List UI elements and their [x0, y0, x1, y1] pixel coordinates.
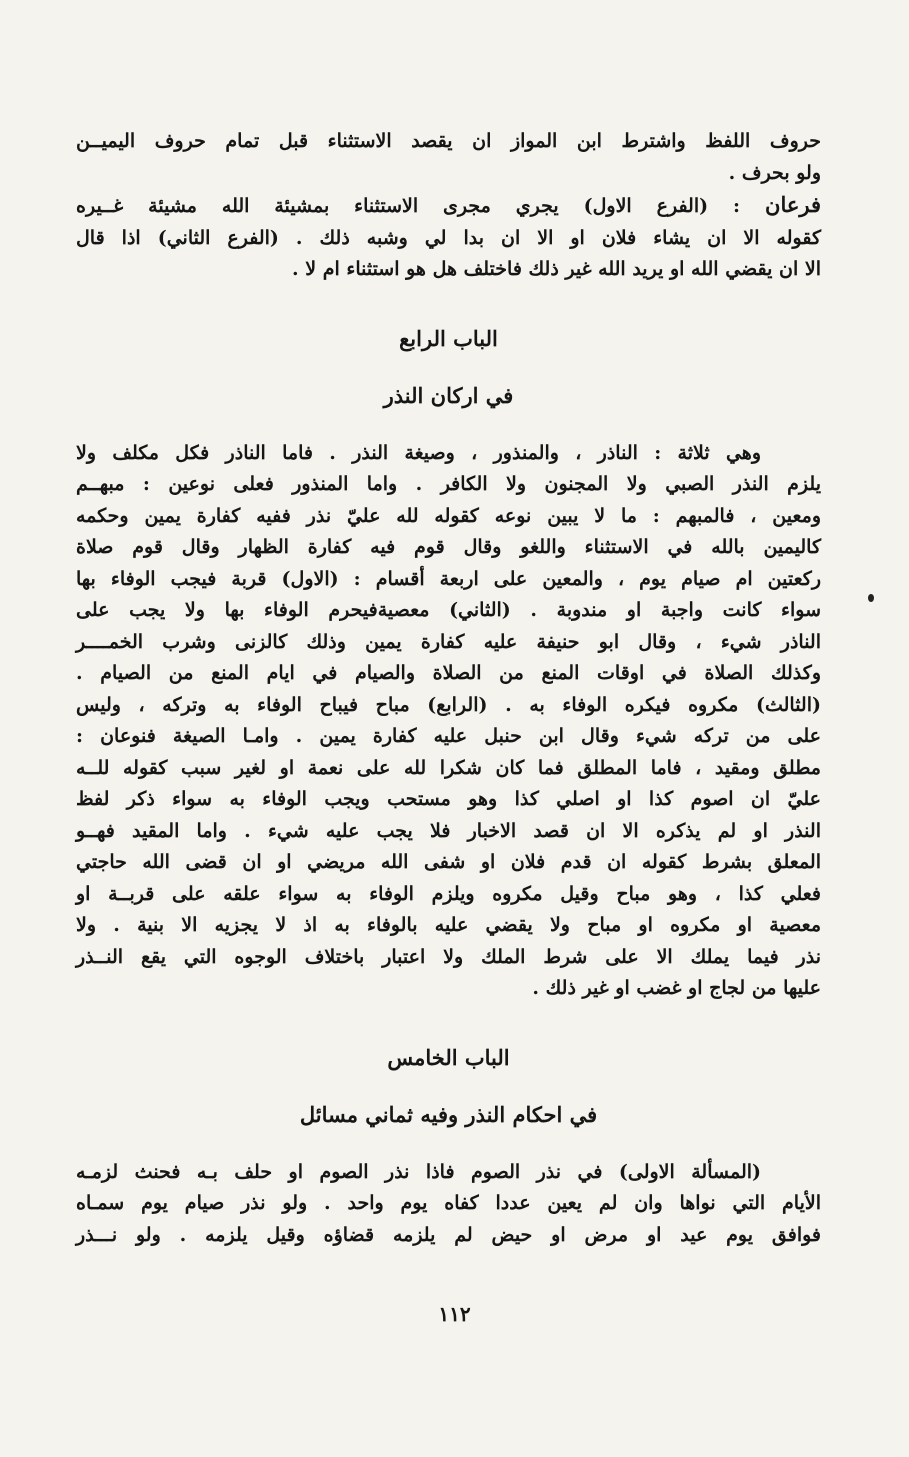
text-line: كقوله الا ان يشاء فلان او الا ان بدا لي وشبه ذلك . (الفرع الثاني) اذا قال	[76, 226, 821, 249]
text-line: عليّ ان اصوم كذا او اصلي كذا وهو مستحب ويجب الوفاء به سواء ذكر لفظ	[76, 788, 821, 810]
text-line: مطلق ومقيد ، فاما المطلق فما كان شكرا لله على نعمة او لغير سبب كقوله للــه	[76, 756, 821, 779]
text-line: وكذلك الصلاة في اوقات المنع من الصلاة والصيام في ايام المنع من الصيام .	[76, 662, 821, 684]
paragraph-continuation	[76, 126, 821, 189]
text-line: معصية او مكروه او مباح ولا يقضي عليه بالوفاء به اذ لا يجزيه الا بنية . ولا	[76, 914, 821, 936]
text-line: النذر او لم يذكره الا ان قصد الاخبار فلا يجب عليه شيء . واما المقيد فهــو	[76, 819, 821, 842]
text-line: على من تركه شيء وقال ابن حنبل عليه كفارة يمين . وامـا الصيغة فنوعان :	[76, 725, 821, 747]
text-line: المعلق بشرط كقوله ان قدم فلان او شفى الله مريضي او ان قضى الله حاجتي	[76, 851, 821, 873]
text-line: فوافق يوم عيد او مرض او حيض لم يلزمه قضاؤه وقيل يلزمه . ولو نـــذر	[76, 1223, 821, 1246]
text-line: الأيام التي نواها وان لم يعين عددا كفاه يوم واحد . ولو نذر صيام يوم سمـاه	[76, 1192, 821, 1214]
ink-speck	[868, 594, 874, 602]
text-line: حروف اللفظ واشترط ابن المواز ان يقصد الاستثناء قبل تمام حروف اليميــن	[76, 130, 821, 152]
text-line: عليها من لجاج او غضب او غير ذلك .	[532, 977, 821, 999]
text-line: الا ان يقضي الله او يريد الله غير ذلك فاختلف هل هو استثناء ام لا .	[292, 258, 821, 280]
branch-lead-word: فرعان	[765, 192, 821, 217]
text-line: سواء كانت واجبة او مندوبة . (الثاني) معصيةفيحرم الوفاء بها ولا يجب على	[76, 599, 821, 621]
chapter-five-title: الباب الخامس	[387, 1044, 510, 1070]
paragraph-two-branches	[76, 189, 821, 286]
text-line: (المسألة الاولى) في نذر الصوم فاذا نذر الصوم او حلف بـه فحنث لزمـه	[76, 1160, 761, 1183]
text-line	[76, 189, 821, 223]
text-line: فعلي كذا ، وهو مباح وقيل مكروه ويلزم الوفاء به سواء علقه على قربــة او	[76, 882, 821, 905]
text-line: يلزم النذر الصبي ولا المجنون ولا الكافر . واما المنذور فعلى نوعين : مبهــم	[76, 473, 821, 495]
text-line: ولو بحرف .	[728, 161, 821, 184]
paragraph-first-issue	[76, 1157, 821, 1252]
text-line: وهي ثلاثة : الناذر ، والمنذور ، وصيغة النذر . فاما الناذر فكل مكلف ولا	[76, 441, 761, 464]
text-fragment: : (الفرع الاول) يجري مجرى الاستثناء بمشيئة الله مشيئة غــيره	[76, 195, 741, 217]
text-line: الناذر شيء ، وقال ابو حنيفة عليه كفارة يمين وذلك كالزنى وشرب الخمــــر	[76, 630, 821, 653]
chapter-four-subtitle: في اركان النذر	[383, 382, 514, 408]
page-number: ١١٢	[438, 1302, 471, 1326]
chapter-five-subtitle: في احكام النذر وفيه ثماني مسائل	[299, 1101, 598, 1127]
text-line: ركعتين ام صيام يوم ، والمعين على اربعة أقسام : (الاول) قربة فيجب الوفاء بها	[76, 567, 821, 590]
chapter-four-title: الباب الرابع	[399, 325, 498, 351]
text-line: (الثالث) مكروه فيكره الوفاء به . (الرابع) مباح فيباح الوفاء به وتركه ، وليس	[76, 693, 821, 716]
paragraph-pillars-of-vow	[76, 438, 821, 1005]
text-line: نذر فيما يملك الا على شرط الملك ولا اعتبار باختلاف الوجوه التي يقع النــذر	[76, 945, 821, 968]
text-line: كاليمين بالله في الاستثناء واللغو وقال قوم فيه كفارة الظهار وقال قوم صلاة	[76, 536, 821, 558]
text-line: ومعين ، فالمبهم : ما لا يبين نوعه كقوله لله عليّ نذر ففيه كفارة يمين وحكمه	[76, 504, 821, 527]
